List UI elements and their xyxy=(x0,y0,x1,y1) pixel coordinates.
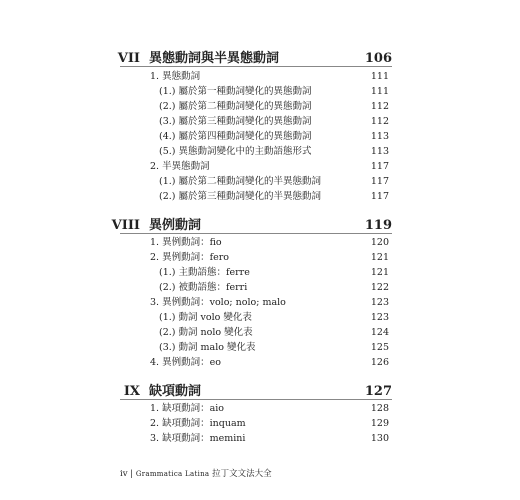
toc-entry: 1. 異態動詞 xyxy=(150,71,201,82)
toc-entry: (1.) 動詞 volo 變化表 xyxy=(159,312,252,323)
footer-chinese-title: 拉丁文文法大全 xyxy=(212,469,272,479)
toc-entry-page: 111 xyxy=(370,71,389,82)
section-page: 119 xyxy=(364,218,392,233)
toc-entry-page: 130 xyxy=(370,433,389,444)
section-rule xyxy=(120,399,392,400)
toc-entry-page: 117 xyxy=(370,191,389,202)
toc-entry-page: 124 xyxy=(370,327,389,338)
toc-entry-page: 123 xyxy=(370,297,389,308)
section-title: 異例動詞 xyxy=(149,218,202,233)
toc-entry: 4. 異例動詞：eo xyxy=(150,357,221,368)
toc-entry-page: 129 xyxy=(370,418,389,429)
toc-entry: (1.) 屬於第一種動詞變化的異態動詞 xyxy=(159,86,312,97)
toc-entry-page: 125 xyxy=(370,342,389,353)
toc-entry: (1.) 主動語態：ferre xyxy=(159,267,250,278)
toc-entry: (5.) 異態動詞變化中的主動語態形式 xyxy=(159,146,312,157)
toc-entry-page: 111 xyxy=(370,86,389,97)
footer-separator: | xyxy=(130,469,134,479)
toc-entry-page: 123 xyxy=(370,312,389,323)
section-page: 106 xyxy=(364,51,392,66)
footer-page-number: iv xyxy=(120,469,128,479)
section-number: VIII xyxy=(111,218,140,233)
toc-entry-page: 113 xyxy=(370,131,389,142)
toc-entry: 3. 異例動詞：volo; nolo; malo xyxy=(150,297,286,308)
toc-entry: (2.) 動詞 nolo 變化表 xyxy=(159,327,253,338)
toc-entry: (2.) 屬於第三種動詞變化的半異態動詞 xyxy=(159,191,321,202)
toc-entry: (3.) 動詞 malo 變化表 xyxy=(159,342,256,353)
toc-entry: (3.) 屬於第三種動詞變化的異態動詞 xyxy=(159,116,312,127)
toc-entry-page: 121 xyxy=(370,267,389,278)
section-number: VII xyxy=(117,51,140,66)
section-title: 異態動詞與半異態動詞 xyxy=(149,51,280,66)
section-rule xyxy=(120,66,392,67)
section-rule xyxy=(120,233,392,234)
toc-entry: (2.) 屬於第二種動詞變化的異態動詞 xyxy=(159,101,312,112)
toc-entry: 2. 半異態動詞 xyxy=(150,161,210,172)
toc-entry-page: 128 xyxy=(370,403,389,414)
toc-entry-page: 112 xyxy=(370,116,389,127)
toc-entry: 1. 異例動詞：fio xyxy=(150,237,222,248)
toc-entry-page: 121 xyxy=(370,252,389,263)
toc-entry: 3. 缺項動詞：memini xyxy=(150,433,246,444)
page-footer xyxy=(120,467,272,479)
section-title: 缺項動詞 xyxy=(149,384,202,399)
toc-entry: (4.) 屬於第四種動詞變化的異態動詞 xyxy=(159,131,312,142)
toc-entry-page: 117 xyxy=(370,176,389,187)
toc-entry-page: 117 xyxy=(370,161,389,172)
toc-entry-page: 122 xyxy=(370,282,389,293)
section-number: IX xyxy=(123,384,140,399)
section-page: 127 xyxy=(364,384,392,399)
toc-entry: 2. 缺項動詞：inquam xyxy=(150,418,246,429)
toc-entry: (2.) 被動語態：ferri xyxy=(159,282,248,293)
toc-entry-page: 120 xyxy=(370,237,389,248)
toc-entry: 2. 異例動詞：fero xyxy=(150,252,229,263)
toc-entry: (1.) 屬於第二種動詞變化的半異態動詞 xyxy=(159,176,321,187)
toc-entry-page: 113 xyxy=(370,146,389,157)
toc-entry: 1. 缺項動詞：aio xyxy=(150,403,225,414)
toc-entry-page: 126 xyxy=(370,357,389,368)
footer-series-title: Grammatica Latina xyxy=(135,470,210,478)
toc-entry-page: 112 xyxy=(370,101,389,112)
